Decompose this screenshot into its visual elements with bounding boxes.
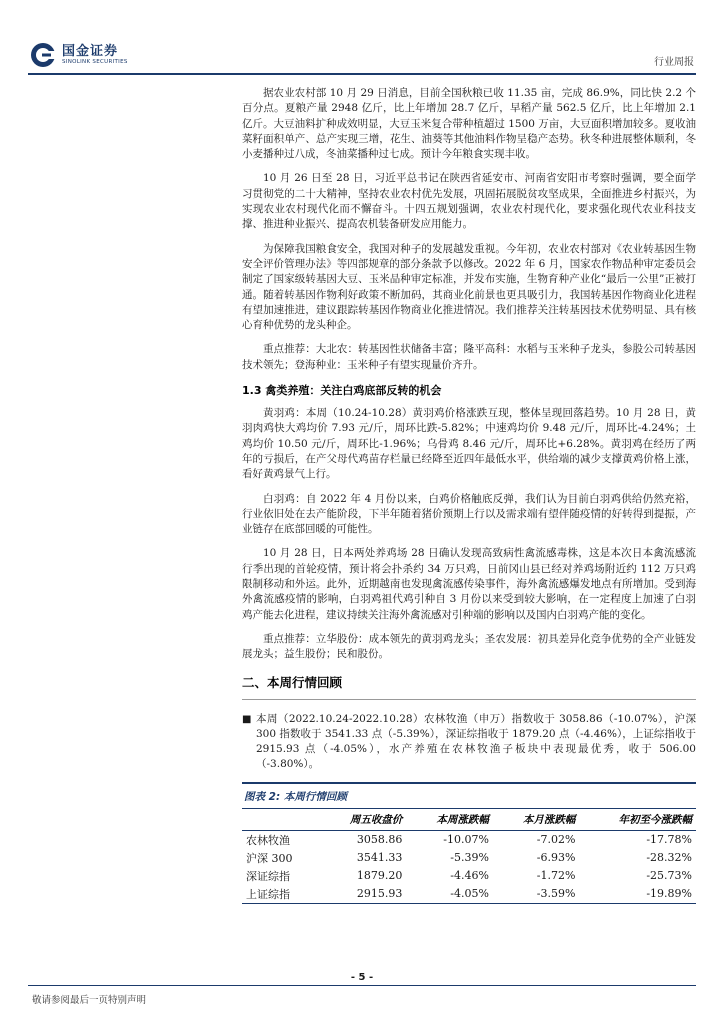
table-row (242, 885, 696, 904)
section-divider (242, 699, 696, 700)
table-cell: 沪深 300 (246, 851, 293, 865)
paragraph-avian-flu: 10 月 28 日，日本两处养鸡场 28 日确认发现高致病性禽流感毒株，这是本次日本禽流感流行季出现的首轮疫情，预计将会扑杀约 34 万只鸡，日前冈山县已经对养鸡场附近约 112 万只鸡限制移动和外运。此外，近期越南也发现禽流感传染事件，海外禽流感爆发地点有所增加。受到海外禽流感疫情的影响，白羽鸡祖代鸡引种自 3 月份以来受到较大影响，在一定程度上加速了白羽鸡产能去化进程，建议持续关注海外禽流感对引种端的影响以及国内白羽鸡产能的变化。 (242, 547, 696, 621)
page-number: - 5 - (350, 972, 374, 983)
table-cell: -1.72% (536, 869, 576, 883)
paragraph-white-chicken: 白羽鸡：自 2022 年 4 月份以来，白鸡价格触底反弹，我们认为目前白羽鸡供给仍然充裕，行业依旧处在去产能阶段，下半年随着猪价预期上行以及需求端有望伴随疫情的好转得到提振，产业链存在底部回暖的可能性。 (242, 492, 696, 536)
table-cell: 3541.33 (356, 851, 403, 865)
table-cell: -17.78% (646, 833, 692, 847)
table-cell: -28.32% (646, 851, 692, 865)
market-review-table (242, 808, 696, 904)
table-cell: 2915.93 (320, 885, 407, 904)
page-header (0, 0, 724, 80)
footer-divider (28, 985, 696, 986)
table-cell: -25.73% (646, 869, 692, 883)
sinolink-logo-icon (30, 42, 56, 68)
section-heading-market-review: 二、本周行情回顾 (242, 674, 343, 690)
square-bullet-icon: ■ (242, 713, 252, 725)
table-cell: 农林牧渔 (246, 833, 290, 847)
bullet-item (242, 712, 696, 782)
logo-name-cn: 国金证券 (62, 43, 119, 59)
table-cell: -7.02% (536, 833, 576, 847)
logo-name-en: SINOLINK SECURITIES (62, 58, 128, 65)
table-cell: 上证综指 (242, 885, 320, 904)
table-cell: -6.93% (536, 851, 576, 865)
paragraph-inspection: 10 月 26 日至 28 日，习近平总书记在陕西省延安市、河南省安阳市考察时强调，要全面学习贯彻党的二十大精神，坚持农业农村优先发展，巩固拓展脱贫攻坚成果，全面推进乡村振兴，为实现农业农村现代化而不懈奋斗。十四五规划强调，农业农村现代化，要求强化现代农业科技支撑、推进种业振兴、提高农机装备研发应用能力。 (242, 172, 696, 231)
section-heading-poultry: 1.3 禽类养殖：关注白鸡底部反转的机会 (242, 384, 442, 398)
table-cell: -10.07% (443, 833, 489, 847)
paragraph-yellow-chicken: 黄羽鸡：本周（10.24-10.28）黄羽鸡价格涨跌互现，整体呈现回落趋势。10 月 28 日，黄羽肉鸡快大鸡均价 7.93 元/斤，周环比跌-5.82%；中速鸡均价 9.48 元/斤，周环比-4.24%；土鸡均价 10.50 元/斤，周环比-1.96%；乌骨鸡 8.46 元/斤，周环比+6.28%。黄羽鸡在经历了两年的亏损后，在产父母代鸡苗存栏量已经降至近四年最低水平，供给端的减少支撑黄鸡价格上涨，看好黄鸡景气上行。 (242, 407, 696, 481)
table-cell: 深证综指 (246, 869, 290, 883)
main-content (242, 86, 696, 904)
table-header-cell: 本周涨跌幅 (406, 808, 493, 830)
table-cell: -4.46% (450, 869, 489, 883)
paragraph-poultry-recommend: 重点推荐：立华股份：成本领先的黄羽鸡龙头；圣农发展：初具差异化竞争优势的全产业链发展龙头；益生股份；民和股份。 (242, 632, 696, 661)
table-row (242, 849, 696, 867)
table-cell: 3058.86 (356, 833, 403, 847)
table-cell: -19.89% (579, 885, 696, 904)
footer-disclaimer: 敬请参阅最后一页特别声明 (32, 995, 147, 1006)
company-logo (30, 42, 128, 68)
table-cell: -4.05% (406, 885, 493, 904)
table-cell: -3.59% (493, 885, 580, 904)
table-cell: 1879.20 (356, 869, 403, 883)
document-type: 行业周报 (654, 57, 694, 68)
table-header-cell: 年初至今涨跌幅 (579, 808, 696, 830)
paragraph-seed-policy: 为保障我国粮食安全，我国对种子的发展越发重视。今年初，农业农村部对《农业转基因生物安全评价管理办法》等四部规章的部分条款予以修改。2022 年 6 月，国家农作物品种审定委员会制定了国家级转基因大豆、玉米品种审定标准，并发布实施，生物育种产业化“最后一公里”正被打通。随着转基因作物利好政策不断加码，其商业化前景也更具吸引力，我国转基因作物商业化进程有望加速推进，建议跟踪转基因作物商业化推进情况。我们推荐关注转基因技术优势明显、具有核心育种优势的龙头种企。 (242, 242, 696, 332)
table-header-cell: 本月涨跌幅 (493, 808, 580, 830)
table-cell: -5.39% (450, 851, 489, 865)
table-title: 图表 2: 本周行情回顾 (242, 782, 696, 808)
paragraph-autumn-grain: 据农业农村部 10 月 29 日消息，目前全国秋粮已收 11.35 亩，完成 86.9%，同比快 2.2 个百分点。夏粮产量 2948 亿斤，比上年增加 28.7 亿斤，早稻产量 562.5 亿斤，比上年增加 2.1 亿斤。大豆油料扩种成效明显，大豆玉米复合带种植超过 1500 万亩，大豆面积增加较多。夏收油菜籽面积单产、总产实现三增，花生、油葵等其他油料作物呈稳产态势。秋冬种进展整体顺利，冬小麦播种过八成，冬油菜播种过七成。预计今年粮食实现丰收。 (242, 87, 696, 161)
paragraph-weekly-index: 本周（2022.10.24-2022.10.28）农林牧渔（申万）指数收于 3058.86（-10.07%），沪深 300 指数收于 3541.33 点（-5.39%），深证综指收于 1879.20 点（-4.46%），上证综指收于 2915.93 点（-4.05%），水产养殖在农林牧渔子板块中表现最优秀，收于 506.00（-3.80%）。 (256, 712, 696, 771)
paragraph-seed-recommend: 重点推荐：大北农：转基因性状储备丰富；隆平高科：水稻与玉米种子龙头，参股公司转基因技术领先；登海种业：玉米种子有望实现量价齐升。 (242, 343, 696, 371)
table-row (242, 867, 696, 885)
table-row (242, 830, 696, 849)
table-header-cell: 周五收盘价 (320, 808, 407, 830)
table-header-cell (242, 808, 320, 830)
header-divider (28, 73, 696, 75)
table-header-row (242, 808, 696, 830)
